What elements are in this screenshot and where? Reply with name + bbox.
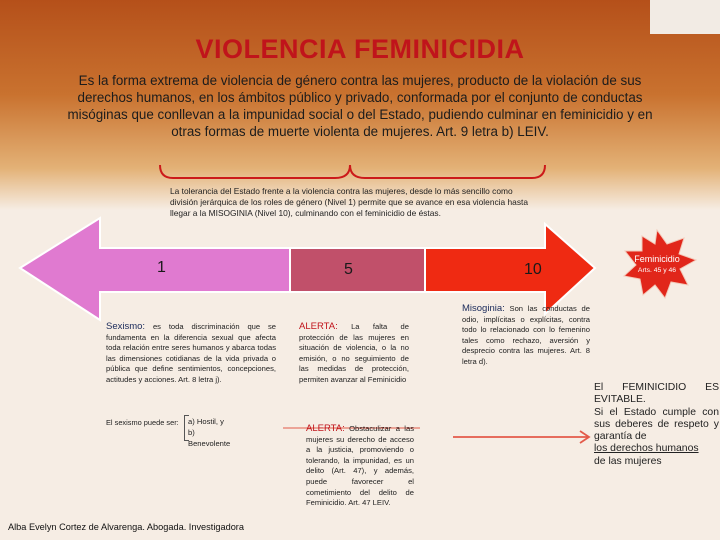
sexismo-text: es toda discriminación que se fundamenta en la diferencia sexual que afecta toda relación entre seres humanos y abarca todas las dimensiones cotidianas de la vida privada o pública que define sentimientos, concepciones, actitudes y acciones. Art. 8 letra j). (106, 322, 276, 384)
scale-right-arrow (425, 224, 595, 314)
feminicidio-title: Feminicidio (634, 254, 680, 264)
sexismo-block (106, 322, 276, 386)
level-10-label: 10 (524, 261, 542, 278)
evitable-arrow (453, 431, 589, 443)
definition-text: Es la forma extrema de violencia de género contra las mujeres, producto de la violación de sus derechos humanos, en los ámbitos público y privado, conformada por el conjunto de conductas misóginas que conllevan a la impunidad social o del Estado, pudiendo culminar en feminicidio y en otras formas de muerte violenta de mujeres. Art. 9 letra b) LEIV. (67, 73, 653, 139)
level-1-label: 1 (157, 259, 166, 276)
author-credit: Alba Evelyn Cortez de Alvarenga. Abogada. Investigadora (8, 522, 244, 532)
alerta1-text: La falta de protección de las mujeres en situación de violencia, o la no emisión, o no seguimiento de las medidas de protección, permiten avanzar al Feminicidio (299, 322, 409, 384)
misoginia-term: Misoginia: (462, 303, 505, 314)
feminicidio-arts: Arts. 45 y 46 (637, 267, 677, 274)
level-5-label: 5 (344, 261, 353, 278)
evitable-line2: Si el Estado cumple con sus deberes de respeto y garantía de (594, 406, 719, 443)
scale-middle-segment (290, 248, 425, 292)
misoginia-text: Son las conductas de odio, implícitas o explícitas, contra todo lo relacionado con lo femenino tales como rechazo, aversión y desprecio contra las mujeres. Art. 8 letra d). (462, 304, 590, 366)
evitable-block (594, 382, 719, 468)
tolerance-text: La tolerancia del Estado frente a la violencia contra las mujeres, desde lo más sencillo como división jerárquica de los roles de género (Nivel 1) permite que se avance en esa violencia hasta llegar a la MISOGINIA (Nivel 10), culminando con el feminicidio de éstas. (170, 186, 528, 218)
alerta2-text: Obstaculizar a las mujeres su derecho de acceso a la justicia, promoviendo o tolerando, la impunidad, es un delito (Art. 47), y además, puede favorecer el cometimiento del delito de Feminicidio. Art. 47 LEIV. (306, 424, 414, 508)
sexismo-type-b: b) Benevolente (188, 428, 231, 448)
evitable-line1: El FEMINICIDIO ES EVITABLE. (594, 382, 719, 406)
evitable-line4: de las mujeres (594, 455, 662, 467)
alerta-proteccion-block (299, 322, 409, 386)
sexismo-type-a: a) Hostil, y (188, 417, 224, 426)
alerta2-term: ALERTA: (306, 423, 345, 434)
alerta-justicia-block (306, 424, 414, 509)
evitable-line3: los derechos humanos (594, 443, 699, 455)
misoginia-block (462, 304, 590, 368)
page-title: VIOLENCIA FEMINICIDIA (195, 34, 525, 64)
sexismo-types (106, 417, 231, 448)
feminicidio-label (602, 254, 712, 276)
sexismo-types-intro: El sexismo puede ser: (106, 418, 179, 427)
sexismo-term: Sexismo: (106, 321, 146, 332)
alerta1-term: ALERTA: (299, 321, 338, 332)
scale-left-arrow (20, 218, 290, 320)
